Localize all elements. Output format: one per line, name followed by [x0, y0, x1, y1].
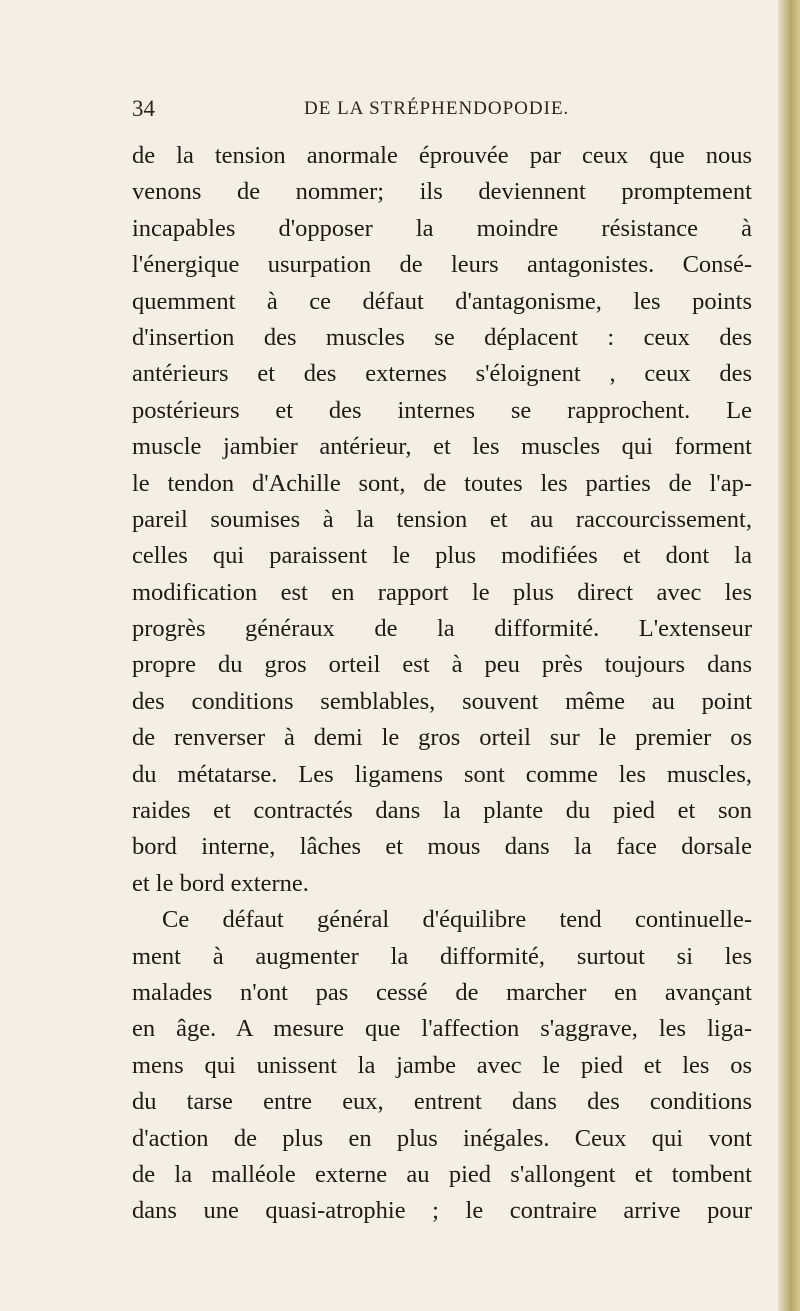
- text-line: du métatarse. Les ligamens sont comme les muscles,: [132, 760, 752, 788]
- running-title: DE LA STRÉPHENDOPODIE.: [304, 98, 570, 119]
- text-line: bord interne, lâches et mous dans la face dorsale: [132, 833, 752, 861]
- body-text: [132, 138, 752, 1230]
- text-line: d'action de plus en plus inégales. Ceux qui vont: [132, 1124, 752, 1152]
- text-line: le tendon d'Achille sont, de toutes les parties de l'ap-: [132, 469, 752, 497]
- text-line: de renverser à demi le gros orteil sur le premier os: [132, 724, 752, 752]
- text-line-paragraph-start: Ce défaut général d'équilibre tend continuelle-: [162, 906, 752, 934]
- text-line: modification est en rapport le plus direct avec les: [132, 578, 752, 606]
- text-line: malades n'ont pas cessé de marcher en avançant: [132, 978, 752, 1006]
- text-line: des conditions semblables, souvent même au point: [132, 687, 752, 715]
- text-line: du tarse entre eux, entrent dans des conditions: [132, 1088, 752, 1116]
- page-edge: [778, 0, 800, 1311]
- text-line: de la malléole externe au pied s'allongent et tombent: [132, 1160, 752, 1188]
- text-line: pareil soumises à la tension et au raccourcissement,: [132, 505, 752, 533]
- text-line: celles qui paraissent le plus modifiées et dont la: [132, 542, 752, 570]
- text-line: dans une quasi-atrophie ; le contraire arrive pour: [132, 1197, 752, 1225]
- text-line: muscle jambier antérieur, et les muscles qui forment: [132, 433, 752, 461]
- text-line-paragraph-end: et le bord externe.: [132, 869, 309, 897]
- text-line: mens qui unissent la jambe avec le pied et les os: [132, 1051, 752, 1079]
- text-line: progrès généraux de la difformité. L'extenseur: [132, 615, 752, 643]
- text-line: de la tension anormale éprouvée par ceux que nous: [132, 142, 752, 169]
- text-line: d'insertion des muscles se déplacent : ceux des: [132, 323, 752, 351]
- page-header: [132, 96, 752, 126]
- text-line: l'énergique usurpation de leurs antagonistes. Consé-: [132, 251, 752, 279]
- text-line: raides et contractés dans la plante du pied et son: [132, 797, 752, 825]
- text-line: antérieurs et des externes s'éloignent , ceux des: [132, 360, 752, 388]
- text-line: ment à augmenter la difformité, surtout si les: [132, 942, 752, 970]
- text-line: propre du gros orteil est à peu près toujours dans: [132, 651, 752, 679]
- text-line: postérieurs et des internes se rapprochent. Le: [132, 396, 752, 424]
- text-line: incapables d'opposer la moindre résistance à: [132, 214, 752, 242]
- page-number: 34: [132, 96, 155, 121]
- text-line: quemment à ce défaut d'antagonisme, les points: [132, 287, 752, 315]
- text-line: en âge. A mesure que l'affection s'aggrave, les liga-: [132, 1015, 752, 1043]
- text-line: venons de nommer; ils deviennent promptement: [132, 178, 752, 206]
